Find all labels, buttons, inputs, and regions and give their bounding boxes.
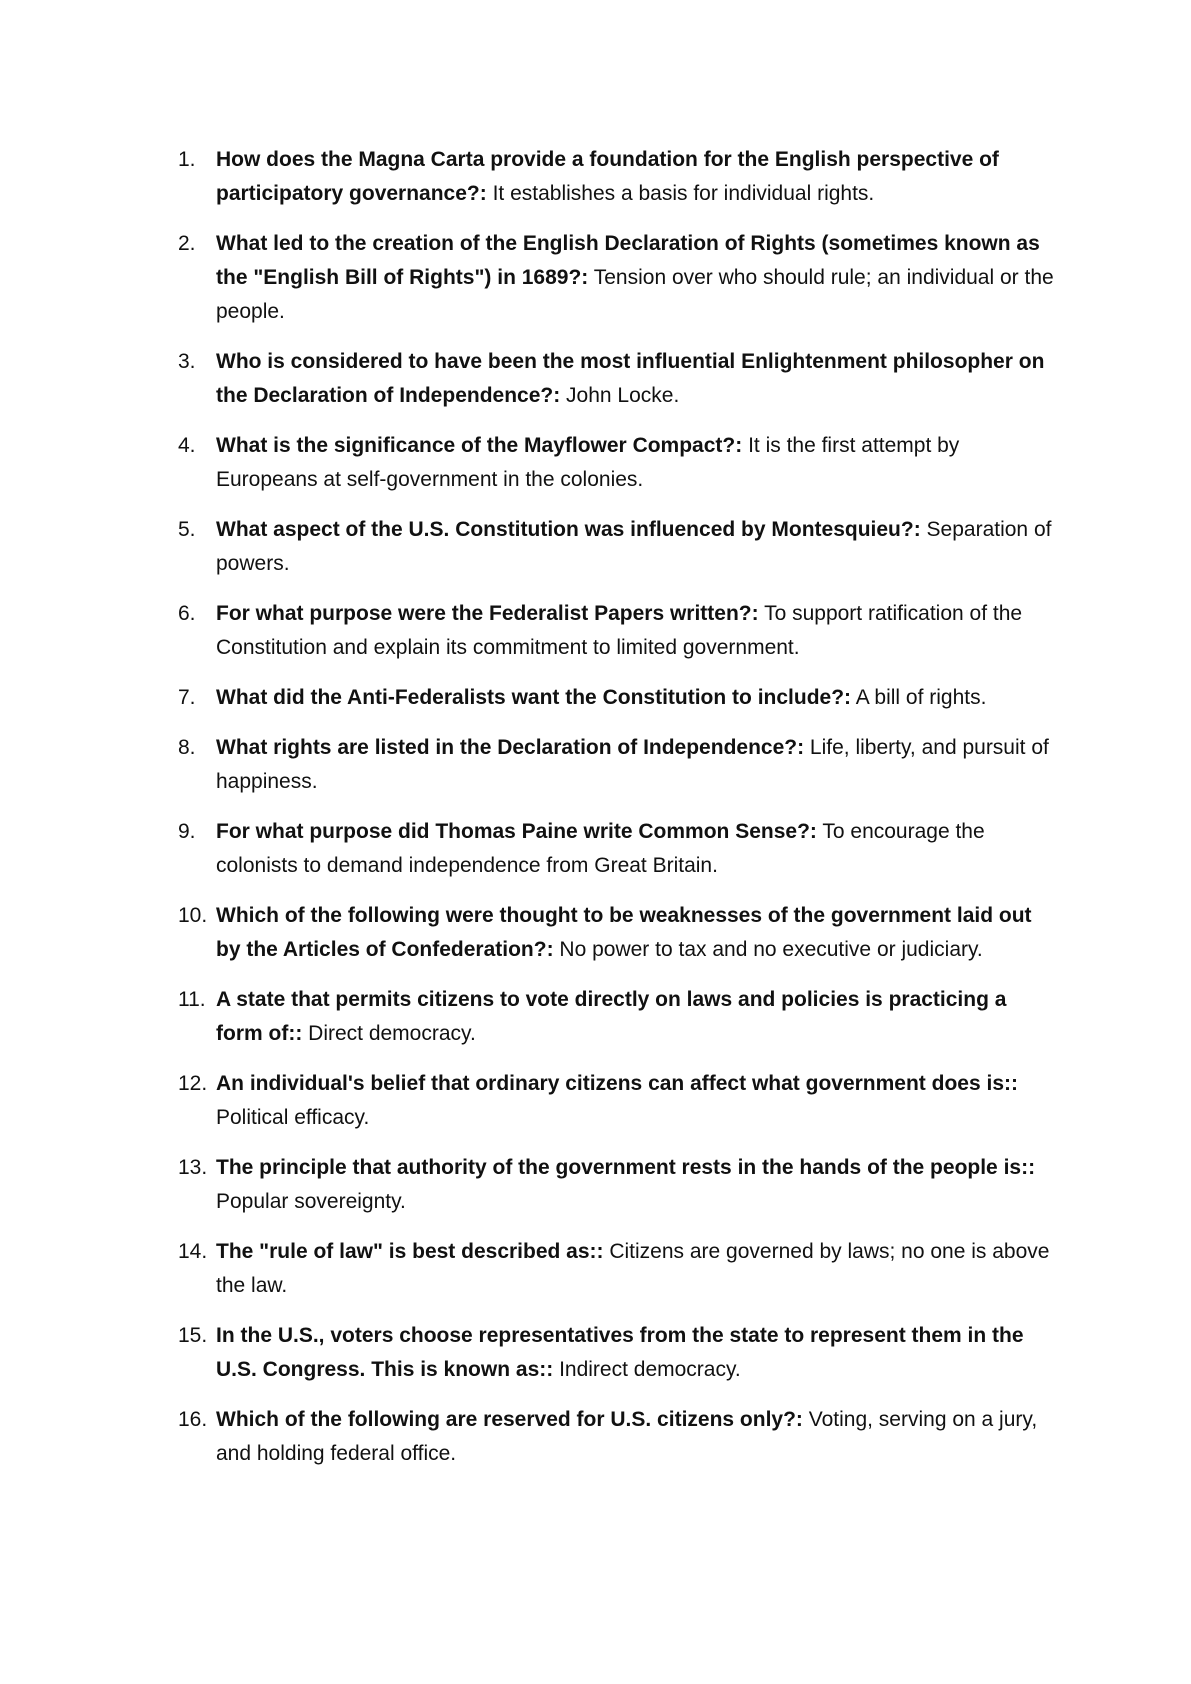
list-item [178, 429, 1058, 497]
item-number: 5. [178, 518, 196, 541]
item-question: Which of the following were thought to be weaknesses of the government laid out by the Articles of Confederation?: [216, 904, 1032, 961]
item-question: What aspect of the U.S. Constitution was influenced by Montesquieu?: [216, 518, 921, 541]
item-answer: Direct democracy. [302, 1022, 476, 1045]
item-number: 14. [178, 1240, 208, 1263]
item-question: The "rule of law" is best described as:: [216, 1240, 604, 1263]
item-answer: Separation of powers. [216, 518, 1052, 575]
item-number: 9. [178, 820, 196, 843]
list-item [178, 983, 1058, 1051]
item-question: What led to the creation of the English Declaration of Rights (sometimes known as the "English Bill of Rights") in 1689?: [216, 232, 1040, 289]
item-number: 2. [178, 232, 196, 255]
item-question: For what purpose were the Federalist Papers written?: [216, 602, 759, 625]
item-question: How does the Magna Carta provide a foundation for the English perspective of participatory governance?: [216, 148, 999, 205]
item-answer: Voting, serving on a jury, and holding federal office. [216, 1408, 1038, 1465]
list-item [178, 815, 1058, 883]
item-question: In the U.S., voters choose representatives from the state to represent them in the U.S. Congress. This is known as:: [216, 1324, 1024, 1381]
list-item [178, 1235, 1058, 1303]
item-answer: It is the first attempt by Europeans at self-government in the colonies. [216, 434, 960, 491]
item-question: What is the significance of the Mayflower Compact?: [216, 434, 743, 457]
item-question: What did the Anti-Federalists want the Constitution to include?: [216, 686, 852, 709]
item-question: The principle that authority of the government rests in the hands of the people is:: [216, 1156, 1036, 1179]
item-number: 12. [178, 1072, 208, 1095]
item-number: 16. [178, 1408, 208, 1431]
item-number: 11. [178, 988, 206, 1011]
list-item [178, 899, 1058, 967]
item-answer: Life, liberty, and pursuit of happiness. [216, 736, 1049, 793]
item-number: 7. [178, 686, 196, 709]
item-answer: No power to tax and no executive or judiciary. [553, 938, 983, 961]
item-answer: A bill of rights. [851, 686, 987, 709]
item-answer: Citizens are governed by laws; no one is above the law. [216, 1240, 1050, 1297]
item-number: 6. [178, 602, 196, 625]
item-question: Which of the following are reserved for U.S. citizens only?: [216, 1408, 803, 1431]
item-answer: To support ratification of the Constitution and explain its commitment to limited government. [216, 602, 1023, 659]
list-item [178, 597, 1058, 665]
item-question: For what purpose did Thomas Paine write Common Sense?: [216, 820, 817, 843]
question-answer-list [178, 143, 1058, 1487]
item-answer: Popular sovereignty. [216, 1190, 406, 1213]
item-number: 1. [178, 148, 196, 171]
item-question: An individual's belief that ordinary citizens can affect what government does is:: [216, 1072, 1018, 1095]
item-number: 3. [178, 350, 196, 373]
item-number: 8. [178, 736, 196, 759]
item-number: 4. [178, 434, 196, 457]
item-answer: Indirect democracy. [553, 1358, 741, 1381]
list-item [178, 1151, 1058, 1219]
item-answer: Tension over who should rule; an individual or the people. [216, 266, 1054, 323]
item-question: Who is considered to have been the most influential Enlightenment philosopher on the Declaration of Independence?: [216, 350, 1045, 407]
item-answer: It establishes a basis for individual rights. [486, 182, 875, 205]
item-answer: To encourage the colonists to demand independence from Great Britain. [216, 820, 985, 877]
list-item [178, 681, 1058, 715]
item-question: What rights are listed in the Declaration of Independence?: [216, 736, 805, 759]
list-item [178, 1067, 1058, 1135]
list-item [178, 513, 1058, 581]
list-item [178, 731, 1058, 799]
item-number: 10. [178, 904, 208, 927]
list-item [178, 227, 1058, 329]
list-item [178, 345, 1058, 413]
list-item [178, 1403, 1058, 1471]
item-answer: Political efficacy. [216, 1106, 370, 1129]
item-number: 13. [178, 1156, 208, 1179]
item-answer: John Locke. [560, 384, 680, 407]
item-question: A state that permits citizens to vote directly on laws and policies is practicing a form of:: [216, 988, 1007, 1045]
list-item [178, 1319, 1058, 1387]
item-number: 15. [178, 1324, 208, 1347]
list-item [178, 143, 1058, 211]
